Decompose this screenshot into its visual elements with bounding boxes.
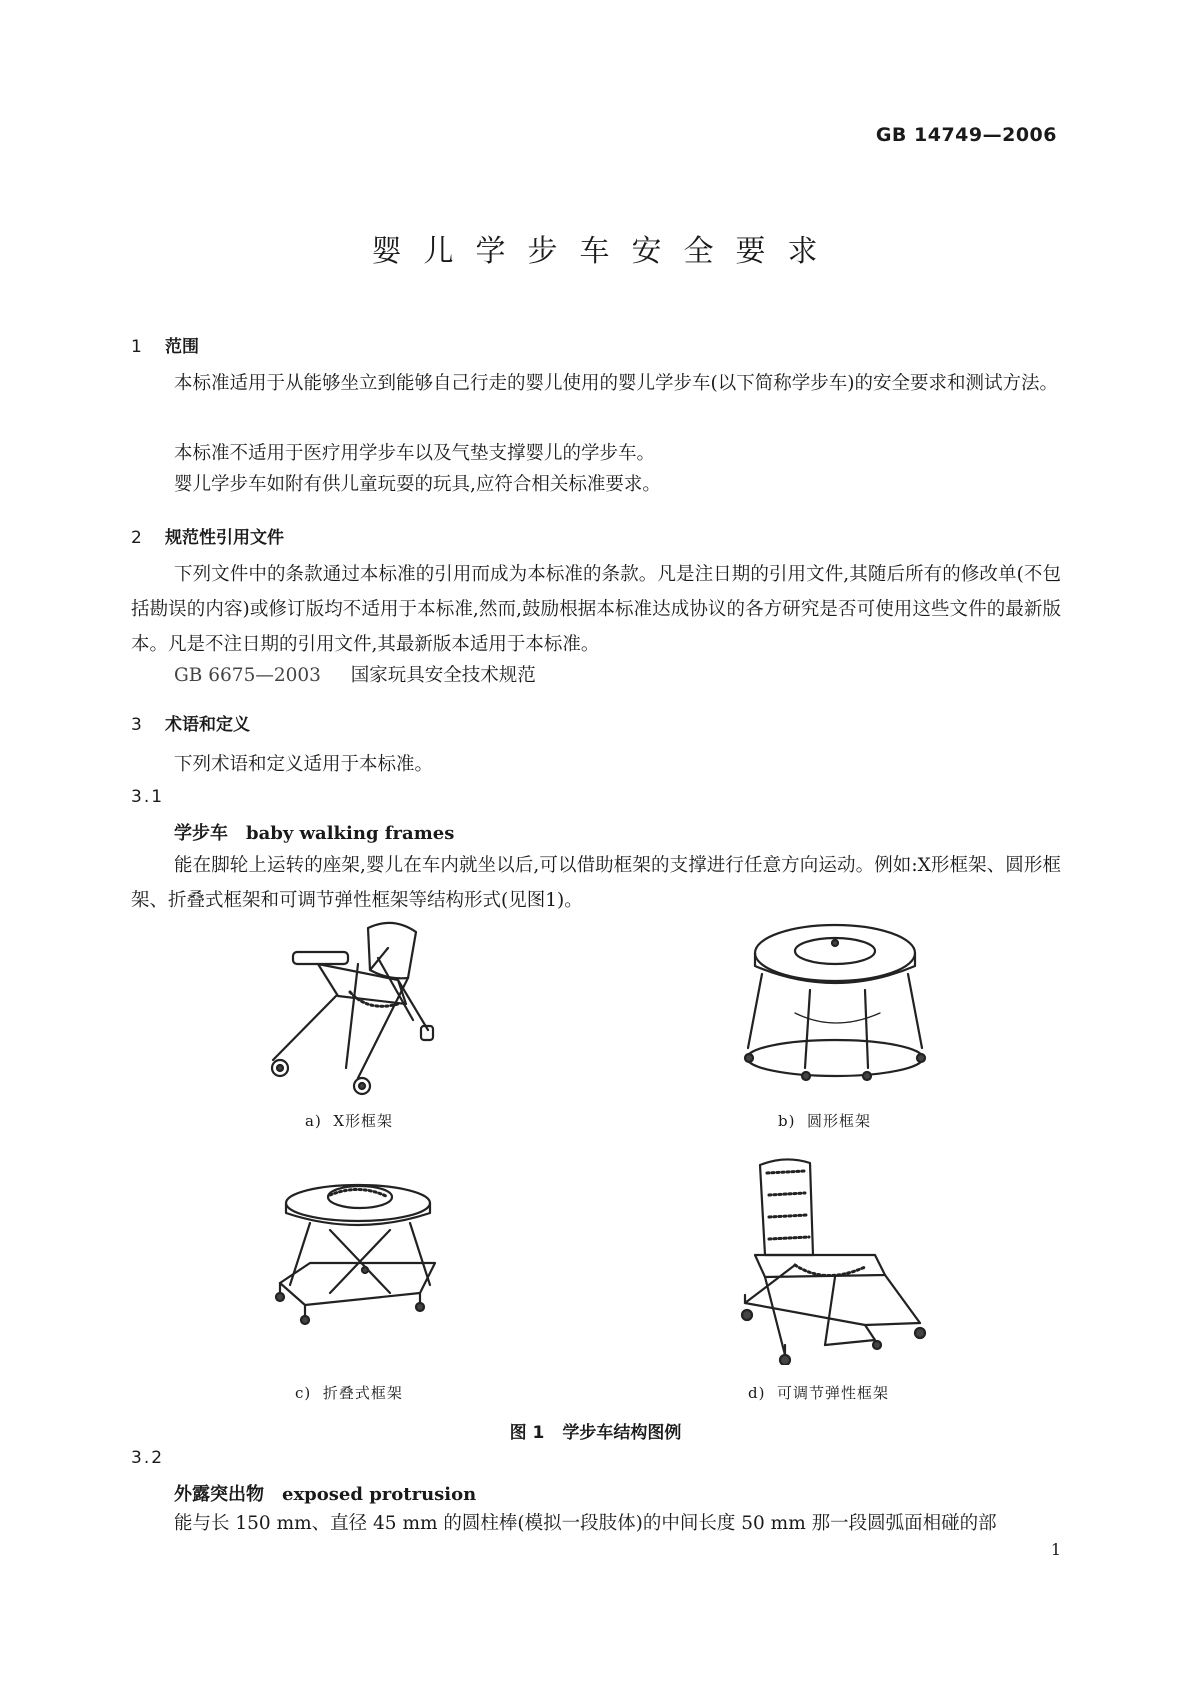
figure-title bbox=[0, 1418, 1191, 1443]
caption-text: 圆形框架 bbox=[807, 1112, 872, 1130]
caption-c bbox=[295, 1382, 403, 1403]
caption-label: b) bbox=[778, 1112, 796, 1130]
section-1-para-1: 本标准适用于从能够坐立到能够自己行走的婴儿使用的婴儿学步车(以下简称学步车)的安全要求和测试方法。 bbox=[174, 373, 1058, 394]
clause-3-1-term bbox=[174, 819, 454, 845]
term-english: baby walking frames bbox=[246, 823, 455, 844]
term-english: exposed protrusion bbox=[282, 1484, 477, 1505]
section-number: 3 bbox=[131, 715, 142, 735]
clause-3-2-term bbox=[174, 1480, 476, 1506]
section-1-para-2: 本标准不适用于医疗用学步车以及气垫支撑婴儿的学步车。 bbox=[174, 443, 656, 464]
term-chinese: 外露突出物 bbox=[174, 1484, 264, 1505]
adjustable-spring-frame-walker-illustration bbox=[735, 1155, 935, 1365]
caption-label: c) bbox=[295, 1384, 312, 1402]
clause-3-1-number: 3.1 bbox=[131, 787, 165, 807]
page-number: 1 bbox=[1050, 1540, 1061, 1559]
caption-b bbox=[778, 1110, 871, 1131]
caption-d bbox=[748, 1382, 889, 1403]
section-1-heading bbox=[131, 332, 199, 357]
section-2-heading bbox=[131, 523, 284, 548]
section-number: 2 bbox=[131, 528, 142, 548]
caption-label: d) bbox=[748, 1384, 766, 1402]
section-3-para-1: 下列术语和定义适用于本标准。 bbox=[174, 754, 434, 775]
clause-3-1-definition: 能在脚轮上运转的座架,婴儿在车内就坐以后,可以借助框架的支撑进行任意方向运动。例如:X形框架、圆形框架、折叠式框架和可调节弹性框架等结构形式(见图1)。 bbox=[131, 855, 1061, 911]
document-title: 婴儿学步车安全要求 bbox=[371, 234, 840, 269]
reference-code: GB 6675—2003 bbox=[174, 665, 321, 686]
section-2-para-1: 下列文件中的条款通过本标准的引用而成为本标准的条款。凡是注日期的引用文件,其随后所有的修改单(不包括勘误的内容)或修订版均不适用于本标准,然而,鼓励根据本标准达成协议的各方研究是否可使用这些文件的最新版本。凡是不注日期的引用文件,其最新版本适用于本标准。 bbox=[131, 564, 1061, 655]
caption-text: 可调节弹性框架 bbox=[777, 1384, 890, 1402]
clause-3-2-number: 3.2 bbox=[131, 1448, 165, 1468]
section-title: 术语和定义 bbox=[165, 715, 250, 735]
x-frame-walker-illustration bbox=[258, 918, 458, 1098]
section-title: 规范性引用文件 bbox=[165, 528, 284, 548]
section-1-para-3: 婴儿学步车如附有供儿童玩耍的玩具,应符合相关标准要求。 bbox=[174, 474, 661, 495]
caption-label: a) bbox=[305, 1112, 322, 1130]
caption-a bbox=[305, 1110, 393, 1131]
clause-3-2-definition: 能与长 150 mm、直径 45 mm 的圆柱棒(模拟一段肢体)的中间长度 50 mm 那一段圆弧面相碰的部 bbox=[174, 1513, 997, 1534]
section-title: 范围 bbox=[165, 337, 199, 357]
term-chinese: 学步车 bbox=[174, 823, 228, 844]
section-3-heading bbox=[131, 710, 250, 735]
section-number: 1 bbox=[131, 337, 142, 357]
folding-frame-walker-illustration bbox=[270, 1175, 450, 1345]
reference-name: 国家玩具安全技术规范 bbox=[350, 665, 536, 686]
normative-reference bbox=[174, 661, 536, 687]
figure-title-text: 学步车结构图例 bbox=[562, 1423, 682, 1443]
figure-number: 图 1 bbox=[509, 1423, 545, 1443]
caption-text: 折叠式框架 bbox=[322, 1384, 403, 1402]
round-frame-walker-illustration bbox=[740, 918, 930, 1088]
caption-text: X形框架 bbox=[333, 1112, 394, 1130]
standard-code: GB 14749—2006 bbox=[875, 124, 1057, 146]
